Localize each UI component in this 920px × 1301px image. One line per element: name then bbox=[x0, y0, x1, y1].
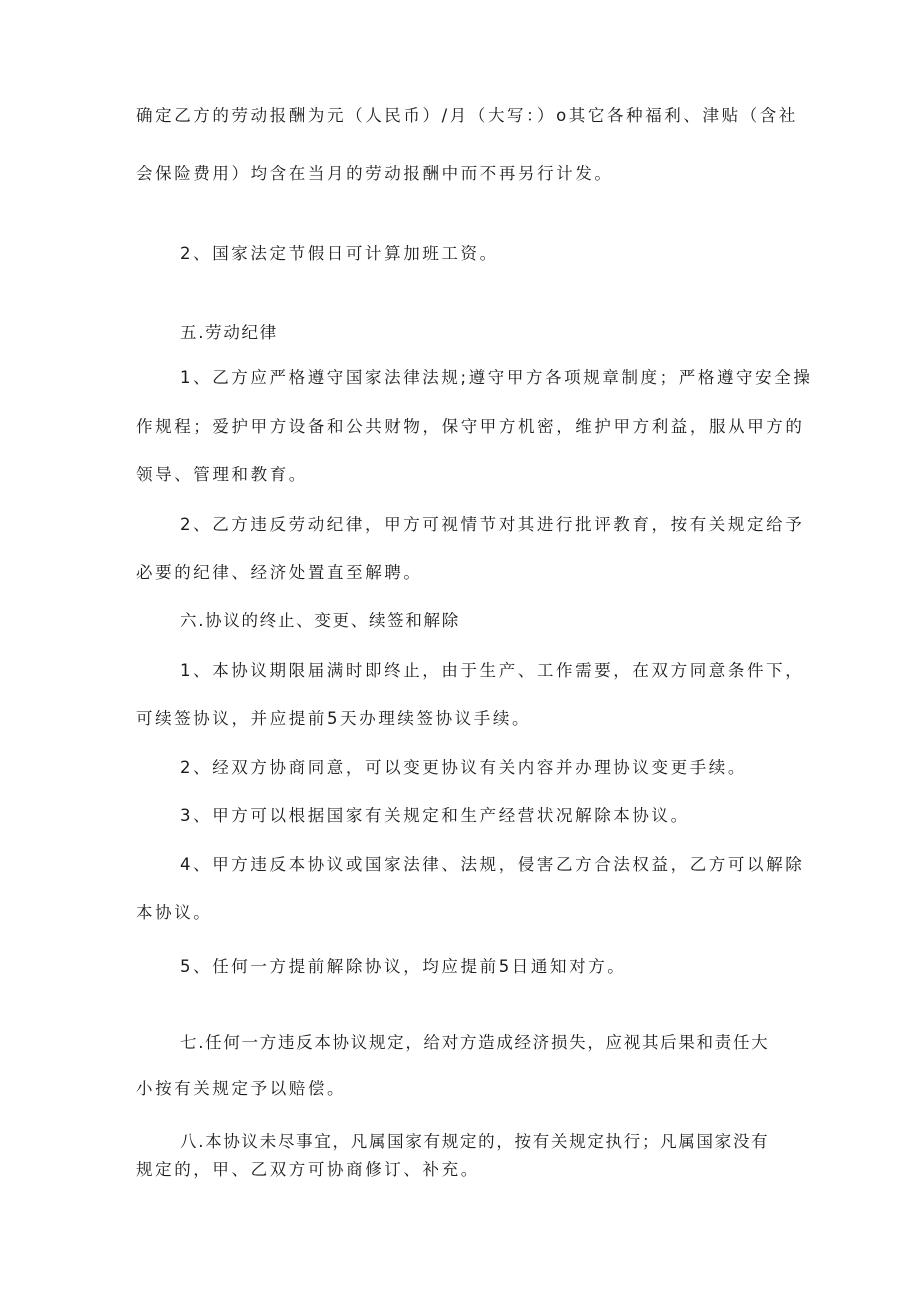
line-6: 作规程；爱护甲方设备和公共财物，保守甲方机密，维护甲方利益，服从甲方的 bbox=[136, 417, 805, 436]
line-8: 2、乙方违反劳动纪律，甲方可视情节对其进行批评教育，按有关规定给予 bbox=[180, 515, 805, 534]
line-15: 4、甲方违反本协议或国家法律、法规，侵害乙方合法权益，乙方可以解除 bbox=[180, 855, 805, 874]
line-13: 2、经双方协商同意，可以变更协议有关内容并办理协议变更手续。 bbox=[180, 758, 747, 777]
line-12: 可续签协议，并应提前5天办理续签协议手续。 bbox=[136, 709, 532, 728]
line-9: 必要的纪律、经济处置直至解聘。 bbox=[136, 563, 423, 582]
section-heading-7: 七.任何一方违反本协议规定，给对方造成经济损失，应视其后果和责任大 bbox=[180, 1033, 770, 1052]
line-2: 会保险费用）均含在当月的劳动报酬中而不再另行计发。 bbox=[136, 164, 614, 183]
section-heading-6: 六.协议的终止、变更、续签和解除 bbox=[180, 611, 460, 630]
line-16: 本协议。 bbox=[136, 903, 213, 922]
line-5: 1、乙方应严格遵守国家法律法规;遵守甲方各项规章制度；严格遵守安全操 bbox=[180, 368, 813, 387]
section-heading-5: 五.劳动纪律 bbox=[180, 323, 278, 342]
line-14: 3、甲方可以根据国家有关规定和生产经营状况解除本协议。 bbox=[180, 806, 690, 825]
line-7: 领导、管理和教育。 bbox=[136, 465, 308, 484]
line-17: 5、任何一方提前解除协议，均应提前5日通知对方。 bbox=[180, 957, 627, 976]
line-21: 规定的，甲、乙双方可协商修订、补充。 bbox=[136, 1160, 480, 1179]
line-1: 确定乙方的劳动报酬为元（人民币）/月（大写：）o其它各种福利、津贴（含社 bbox=[136, 106, 799, 125]
line-3: 2、国家法定节假日可计算加班工资。 bbox=[180, 244, 499, 263]
section-heading-8: 八.本协议未尽事宜，凡属国家有规定的，按有关规定执行；凡属国家没有 bbox=[180, 1132, 770, 1151]
line-19: 小按有关规定予以赔偿。 bbox=[136, 1079, 347, 1098]
line-11: 1、本协议期限届满时即终止，由于生产、工作需要，在双方同意条件下， bbox=[180, 661, 805, 680]
